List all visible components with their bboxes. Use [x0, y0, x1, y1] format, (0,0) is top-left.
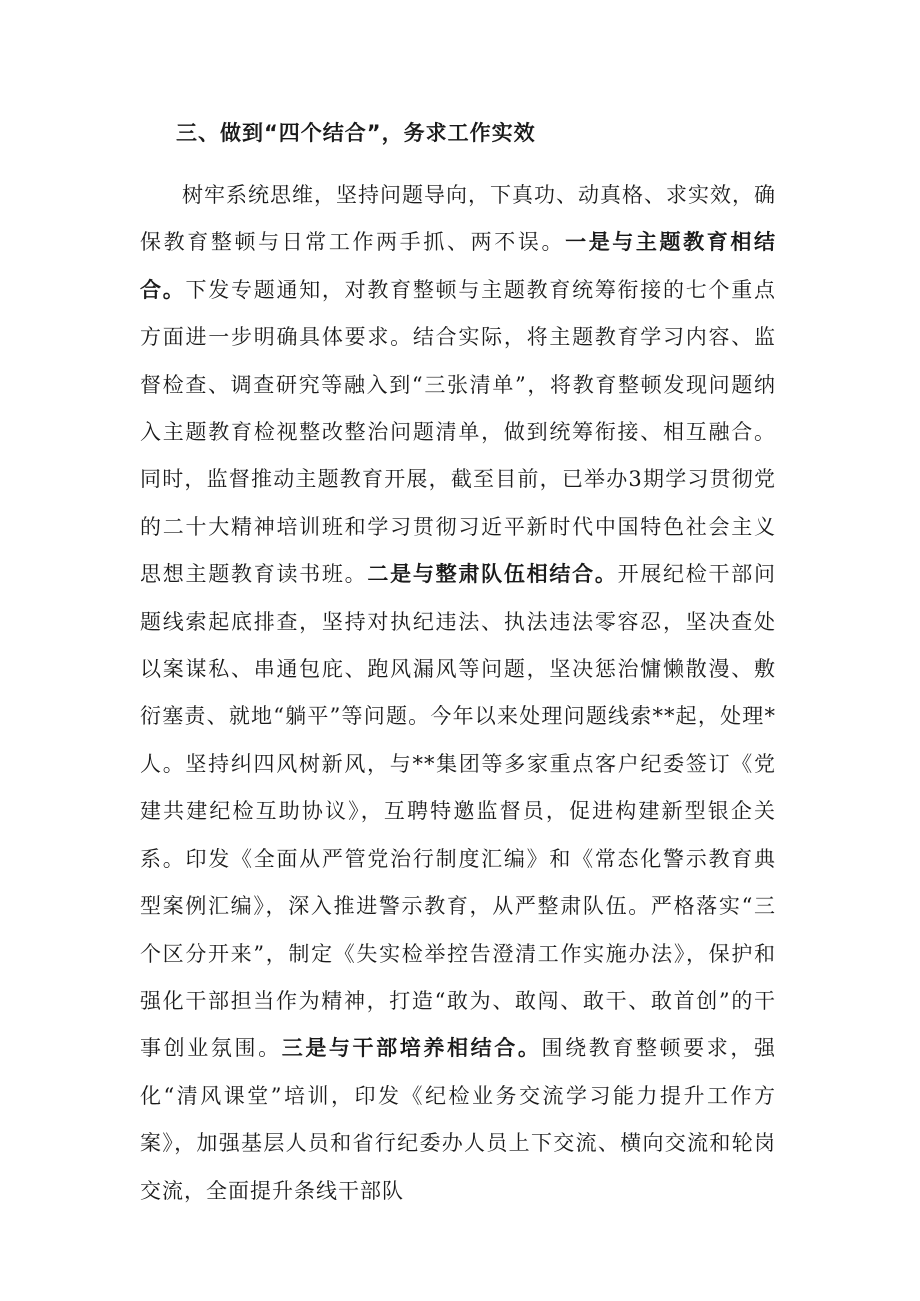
paragraph-text-2: 下发专题通知，对教育整顿与主题教育统筹衔接的七个重点方面进一步明确具体要求。结合实际，将主题教育学习内容、监督检查、调查研究等融入到“三张清单”，将教育整顿发现问题纳入主题教育检视整改整治问题清单，做到统筹衔接、相互融合。同时，监督推动主题教育开展，截至目前，已举办3期学习贯彻党的二十大精神培训班和学习贯彻习近平新时代中国特色社会主义思想主题教育读书班。: [140, 277, 777, 587]
section-heading: 三、做到“四个结合”，务求工作实效: [176, 121, 536, 145]
paragraph-text-3: 开展纪检干部问题线索起底排查，坚持对执纪违法、执法违法零容忍，坚决查处以案谋私、串通包庇、跑风漏风等问题，坚决惩治慵懒散漫、敷衍塞责、就地“躺平”等问题。今年以来处理问题线索**起，处理*人。坚持纠四风树新风，与**集团等多家重点客户纪委签订《党建共建纪检互助协议》，互聘特邀监督员，促进构建新型银企关系。印发《全面从严管党治行制度汇编》和《常态化警示教育典型案例汇编》，深入推进警示教育，从严整肃队伍。严格落实“三个区分开来”，制定《失实检举控告澄清工作实施办法》，保护和强化干部担当作为精神，打造“敢为、敢闯、敢干、敢首创”的干事创业氛围。: [140, 562, 777, 1061]
body-paragraph: [140, 172, 776, 1215]
paragraph-text-4: 围绕教育整顿要求，强化“清风课堂”培训，印发《纪检业务交流学习能力提升工作方案》，加强基层人员和省行纪委办人员上下交流、横向交流和轮岗交流，全面提升条线干部队: [140, 1036, 777, 1203]
paragraph-bold-1: 一是与主题教育相结合。: [140, 230, 777, 302]
paragraph-bold-3: 三是与干部培养相结合。: [281, 1036, 542, 1061]
paragraph-text-1: 树牢系统思维，坚持问题导向，下真功、动真格、求实效，确保教育整顿与日常工作两手抓、两不误。: [140, 183, 776, 255]
paragraph-bold-2: 二是与整肃队伍相结合。: [367, 562, 618, 587]
